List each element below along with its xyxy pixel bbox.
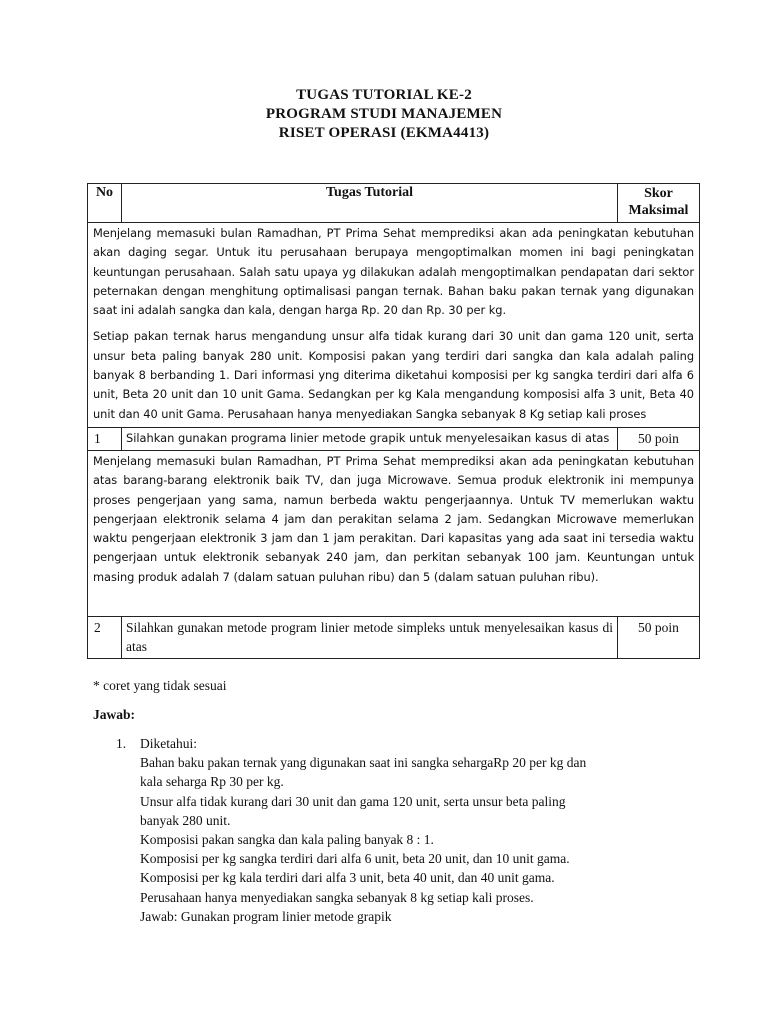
header-tugas: Tugas Tutorial: [122, 184, 618, 223]
case-2-text: Menjelang memasuki bulan Ramadhan, PT Prima Sehat memprediksi akan ada peningkatan kebutuhan atas barang-barang elektronik baik TV, dan juga Microwave. Semua produk elektronik ini mempunya proses pengerjaan yang sama, namun berbeda waktu pengerjaannya. Untuk TV memerlukan waktu pengerjaan elektronik selama 4 jam dan perakitan selama 2 jam. Sedangkan Microwave memerlukan waktu pengerjaan elektronik 3 jam dan 1 jam perakitan. Dari kapasitas yang ada saat ini tersedia waktu pengerjaan untuk elektronik sebanyak 240 jam, dan perkitan sebanyak 100 jam. Keuntungan untuk masing produk adalah 7 (dalam satuan puluhan ribu) dan 5 (dalam satuan puluhan ribu).: [88, 450, 700, 616]
task-2-description: Silahkan gunakan metode program linier metode simpleks untuk menyelesaikan kasus di atas: [122, 616, 618, 658]
task-1-score: 50 poin: [618, 427, 700, 450]
table-header-row: [88, 184, 700, 223]
task-1-description: Silahkan gunakan programa linier metode grapik untuk menyelesaikan kasus di atas: [122, 427, 618, 450]
task-1-number: 1: [88, 427, 122, 450]
title-line-2: PROGRAM STUDI MANAJEMEN: [265, 106, 503, 122]
answer-line: Bahan baku pakan ternak yang digunakan saat ini sangka sehargaRp 20 per kg dan: [140, 755, 587, 771]
answer-lines: [140, 753, 676, 926]
answer-line: Komposisi pakan sangka dan kala paling banyak 8 : 1.: [140, 832, 434, 848]
title-line-1: TUGAS TUTORIAL KE-2: [296, 87, 472, 103]
assignment-table: [87, 183, 700, 659]
answer-line: Komposisi per kg kala terdiri dari alfa 3 unit, beta 40 unit, dan 40 unit gama.: [140, 870, 555, 886]
task-2-score: 50 poin: [618, 616, 700, 658]
header-no: No: [88, 184, 122, 223]
answer-list: [116, 734, 676, 926]
answer-heading: Diketahui:: [140, 736, 197, 751]
answer-item-1: [116, 734, 676, 753]
document-title: [0, 86, 768, 143]
header-skor: [618, 184, 700, 223]
title-line-3: RISET OPERASI (EKMA4413): [278, 125, 490, 141]
answer-line: Perusahaan hanya menyediakan sangka sebanyak 8 kg setiap kali proses.: [140, 889, 534, 905]
case-1-paragraph-1: Menjelang memasuki bulan Ramadhan, PT Prima Sehat memprediksi akan ada peningkatan kebutuhan akan daging segar. Untuk itu perusahaan berupaya mengoptimalkan momen ini bagi peningkatan keuntungan perusahaan. Salah satu upaya yg dilakukan adalah mengoptimalkan pendapatan dari sektor peternakan dengan menghitung optimalisasi pangan ternak. Bahan baku pakan ternak yang digunakan saat ini adalah sangka dan kala, dengan harga Rp. 20 dan Rp. 30 per kg.: [93, 226, 694, 318]
header-skor-line1: Skor: [644, 186, 673, 201]
answer-line: Komposisi per kg sangka terdiri dari alfa 6 unit, beta 20 unit, dan 10 unit gama.: [140, 851, 570, 867]
jawab-label: Jawab:: [93, 707, 136, 722]
footnote: * coret yang tidak sesuai: [93, 678, 227, 693]
task-row-1: [88, 427, 700, 450]
answer-line: kala seharga Rp 30 per kg.: [140, 774, 284, 790]
case-1-text: [88, 223, 700, 428]
case-2-row: [88, 450, 700, 616]
task-row-2: [88, 616, 700, 658]
case-1-row: [88, 223, 700, 428]
header-skor-line2: Maksimal: [628, 203, 689, 218]
answer-line: banyak 280 unit.: [140, 812, 231, 828]
answer-line: Jawab: Gunakan program linier metode grapik: [140, 908, 392, 924]
case-1-paragraph-2: Setiap pakan ternak harus mengandung unsur alfa tidak kurang dari 30 unit dan gama 120 unit, serta unsur beta paling banyak 280 unit. Komposisi pakan yang terdiri dari sangka dan kala adalah paling banyak 8 berbanding 1. Dari informasi yng diterima diketahui komposisi per kg sangka terdiri dari alfa 6 unit, Beta 20 unit dan 10 unit Gama. Sedangkan per kg Kala mengandung komposisi alfa 3 unit, Beta 40 unit dan 40 unit Gama. Perusahaan hanya menyediakan Sangka sebanyak 8 Kg setiap kali proses: [93, 329, 694, 421]
answer-line: Unsur alfa tidak kurang dari 30 unit dan gama 120 unit, serta unsur beta paling: [140, 793, 566, 809]
task-2-number: 2: [88, 616, 122, 658]
answer-number: 1.: [116, 736, 127, 751]
